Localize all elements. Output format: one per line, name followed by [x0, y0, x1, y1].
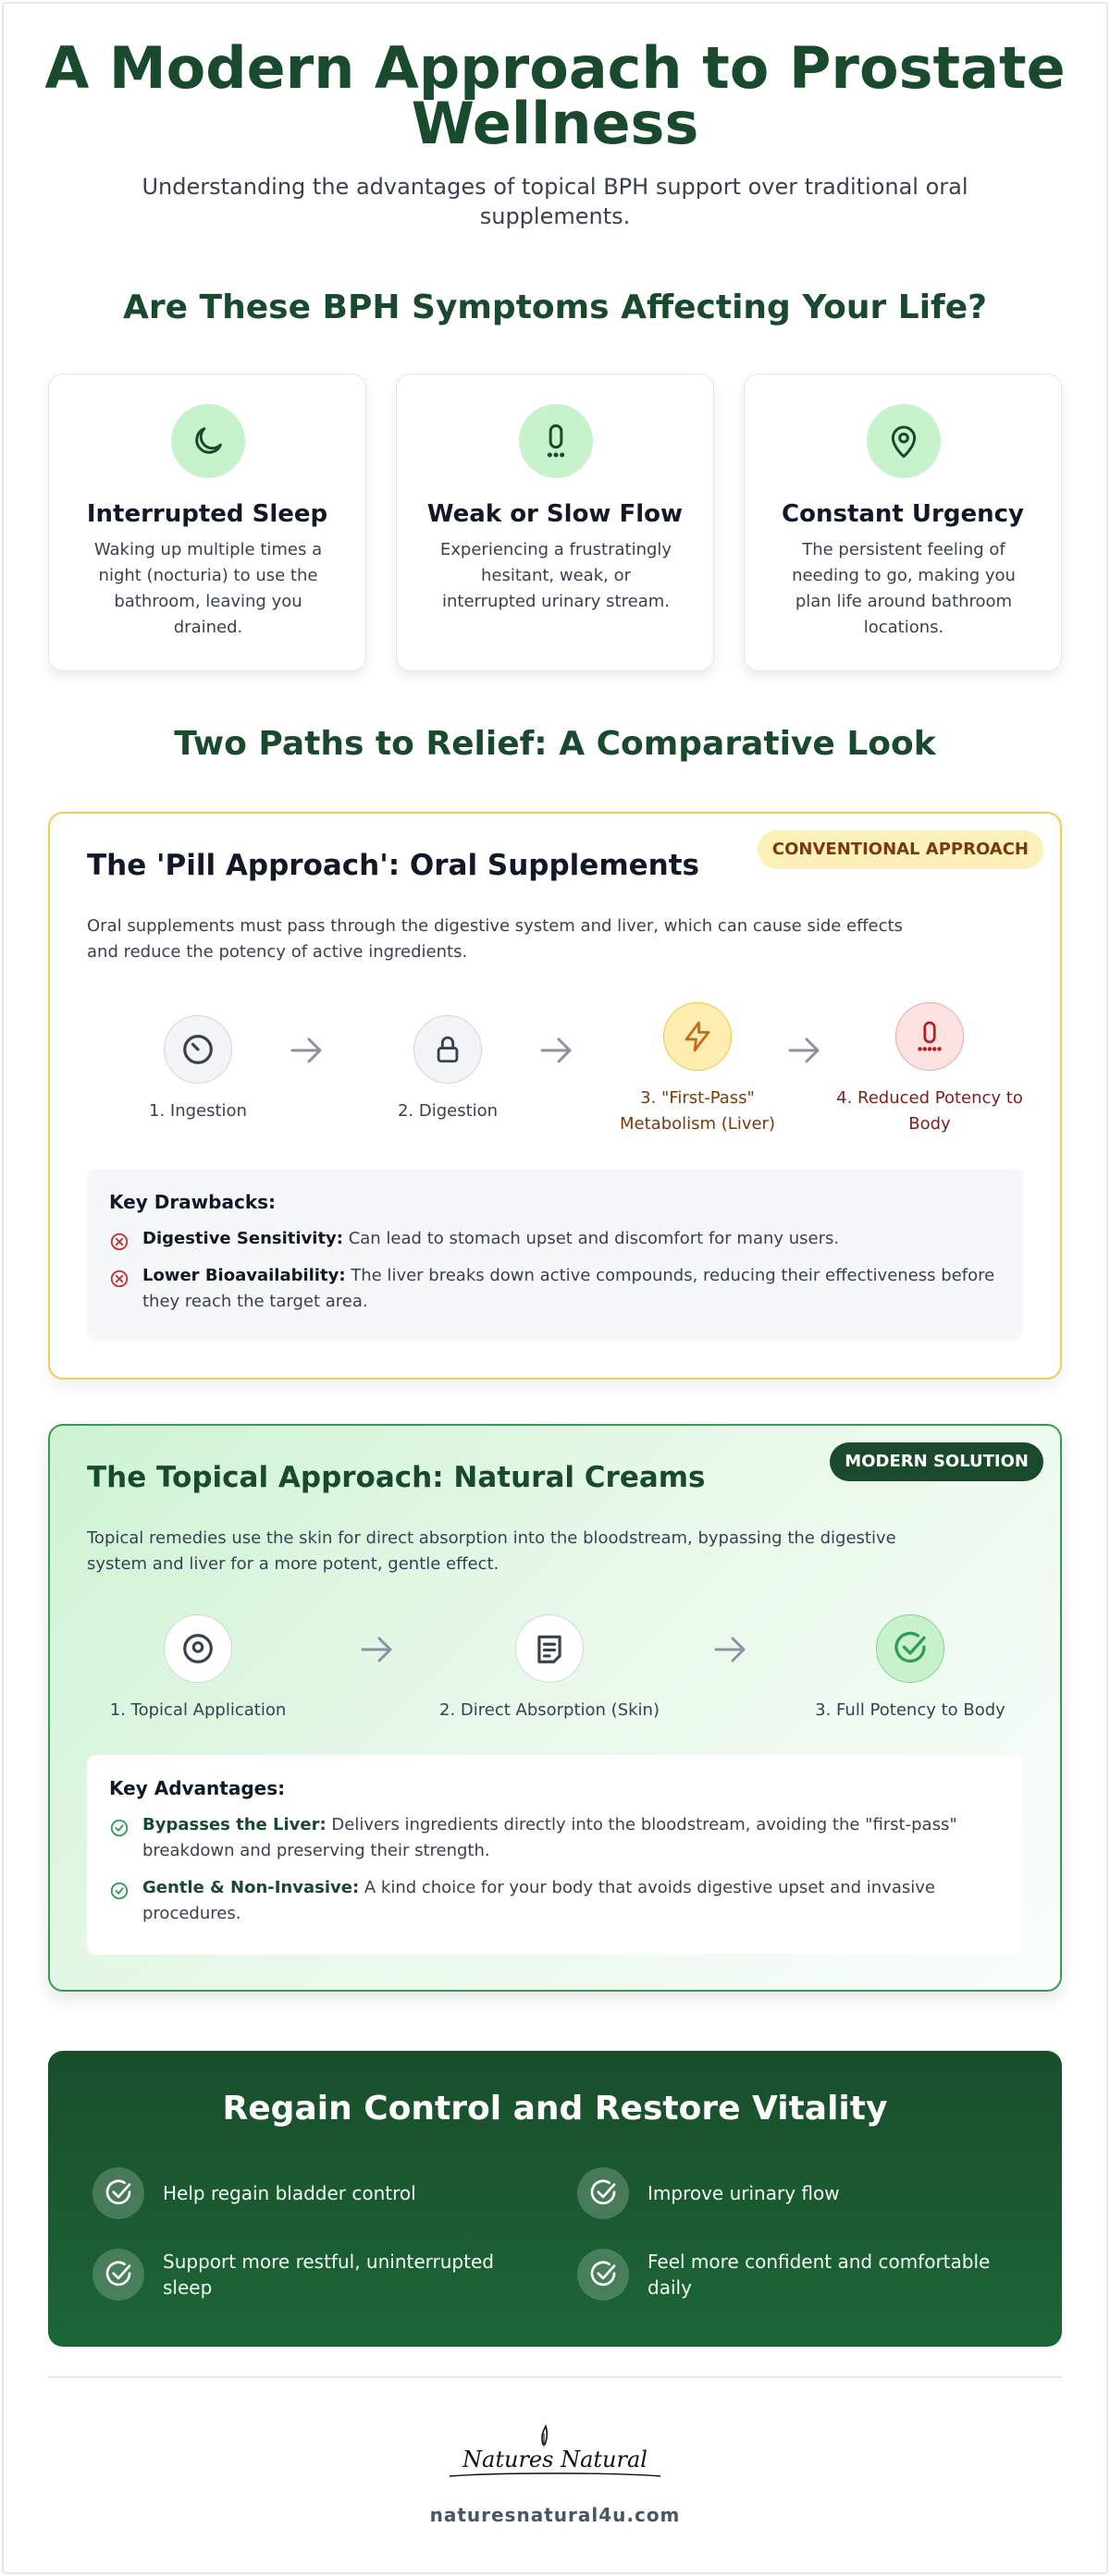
advantage-text: Delivers ingredients directly into the bloodstream, avoiding the "first-pass" breakdown and preserving their strength.	[142, 1815, 957, 1860]
arrow-right-icon	[289, 1036, 326, 1069]
pill-approach-title: The 'Pill Approach': Oral Supplements	[87, 849, 699, 882]
step-direct-absorption	[429, 1614, 670, 1723]
step-reduced-potency	[832, 1002, 1027, 1137]
advantage-item	[109, 1875, 997, 1927]
comparison-heading: Two Paths to Relief: A Comparative Look	[174, 725, 936, 763]
page-title: A Modern Approach to Prostate Wellness	[44, 34, 1066, 157]
advantages-box	[87, 1755, 1023, 1955]
check-circle-icon	[92, 2249, 144, 2300]
cta-title: Regain Control and Restore Vitality	[222, 2090, 888, 2128]
lock-icon	[413, 1015, 482, 1084]
lightning-icon	[663, 1002, 732, 1071]
step-first-pass	[605, 1002, 790, 1137]
step-label: 3. "First-Pass" Metabolism (Liver)	[620, 1088, 775, 1134]
symptom-card-sleep	[48, 374, 366, 671]
pill-approach-panel	[48, 812, 1062, 1380]
symptom-description: The persistent feeling of needing to go, making you plan life around bathroom locations.	[792, 540, 1016, 637]
conventional-badge: CONVENTIONAL APPROACH	[758, 830, 1043, 869]
check-circle-icon	[109, 1881, 130, 1909]
droplet-icon	[895, 1002, 964, 1071]
advantage-item	[109, 1812, 997, 1864]
step-topical-application	[96, 1614, 300, 1723]
advantage-text: A kind choice for your body that avoids digestive upset and invasive procedures.	[142, 1878, 935, 1923]
advantage-bold: Bypasses the Liver:	[142, 1815, 327, 1834]
x-circle-icon	[109, 1269, 130, 1297]
moon-icon	[171, 404, 245, 478]
cta-section	[48, 2051, 1062, 2347]
arrow-right-icon	[786, 1036, 823, 1069]
topical-approach-description: Topical remedies use the skin for direct absorption into the bloodstream, bypassing the digestive system and liver for a more potent, gentle effect.	[87, 1528, 896, 1574]
check-circle-icon	[876, 1614, 944, 1683]
advantage-bold: Gentle & Non-Invasive:	[142, 1878, 360, 1897]
logo-text: Natures Natural	[462, 2447, 648, 2472]
timer-icon	[164, 1015, 232, 1084]
step-full-potency	[808, 1614, 1012, 1723]
drawback-bold: Lower Bioavailability:	[142, 1266, 346, 1285]
drawback-bold: Digestive Sensitivity:	[142, 1229, 343, 1248]
step-digestion	[374, 1015, 522, 1124]
cta-benefit-text: Improve urinary flow	[648, 2182, 840, 2204]
step-label: 2. Digestion	[397, 1101, 499, 1121]
cta-benefit-text: Help regain bladder control	[163, 2182, 416, 2204]
advantages-title: Key Advantages:	[109, 1777, 286, 1799]
arrow-right-icon	[359, 1635, 396, 1668]
arrow-right-icon	[712, 1635, 749, 1668]
page-subtitle: Understanding the advantages of topical BPH support over traditional oral supplements.	[142, 174, 968, 229]
check-circle-icon	[109, 1818, 130, 1846]
topical-approach-title: The Topical Approach: Natural Creams	[87, 1461, 706, 1494]
topical-approach-panel	[48, 1424, 1062, 1992]
pill-approach-description: Oral supplements must pass through the digestive system and liver, which can cause side effects and reduce the potency of active ingredients.	[87, 916, 903, 962]
step-label: 4. Reduced Potency to Body	[836, 1088, 1023, 1134]
arrow-right-icon	[538, 1036, 575, 1069]
symptom-card-flow	[396, 374, 714, 671]
symptom-card-urgency	[744, 374, 1062, 671]
symptom-description: Experiencing a frustratingly hesitant, weak, or interrupted urinary stream.	[439, 540, 672, 611]
drawback-text: Can lead to stomach upset and discomfort for many users.	[342, 1229, 840, 1248]
step-ingestion	[124, 1015, 272, 1124]
document-icon	[515, 1614, 584, 1683]
symptom-title: Weak or Slow Flow	[426, 500, 684, 528]
drawback-item	[109, 1263, 997, 1315]
symptom-title: Constant Urgency	[782, 500, 1024, 528]
symptom-description: Waking up multiple times a night (nocturia) to use the bathroom, leaving you drained.	[93, 540, 323, 637]
drawback-text: The liver breaks down active compounds, reducing their effectiveness before they reach the target area.	[142, 1266, 995, 1311]
target-icon	[164, 1614, 232, 1683]
x-circle-icon	[109, 1232, 130, 1260]
check-circle-icon	[577, 2249, 629, 2300]
drawbacks-box	[87, 1169, 1023, 1341]
symptoms-heading: Are These BPH Symptoms Affecting Your Life?	[122, 288, 988, 326]
droplet-icon	[519, 404, 593, 478]
website-link[interactable]: naturesnatural4u.com	[429, 2504, 681, 2526]
symptom-title: Interrupted Sleep	[86, 500, 328, 528]
map-pin-icon	[867, 404, 941, 478]
step-label: 1. Topical Application	[109, 1700, 287, 1720]
step-label: 1. Ingestion	[149, 1101, 247, 1121]
leaf-icon	[444, 2424, 666, 2485]
step-label: 3. Full Potency to Body	[815, 1700, 1005, 1720]
drawbacks-title: Key Drawbacks:	[109, 1191, 277, 1213]
step-label: 2. Direct Absorption (Skin)	[439, 1700, 660, 1720]
footer-divider	[48, 2376, 1062, 2378]
check-circle-icon	[577, 2167, 629, 2219]
cta-benefit-text: Feel more confident and comfortable daily	[648, 2251, 991, 2299]
cta-benefit-text: Support more restful, uninterrupted sleep	[163, 2251, 494, 2299]
modern-solution-badge: MODERN SOLUTION	[830, 1442, 1043, 1481]
brand-logo[interactable]	[444, 2424, 666, 2485]
check-circle-icon	[92, 2167, 144, 2219]
drawback-item	[109, 1226, 997, 1252]
